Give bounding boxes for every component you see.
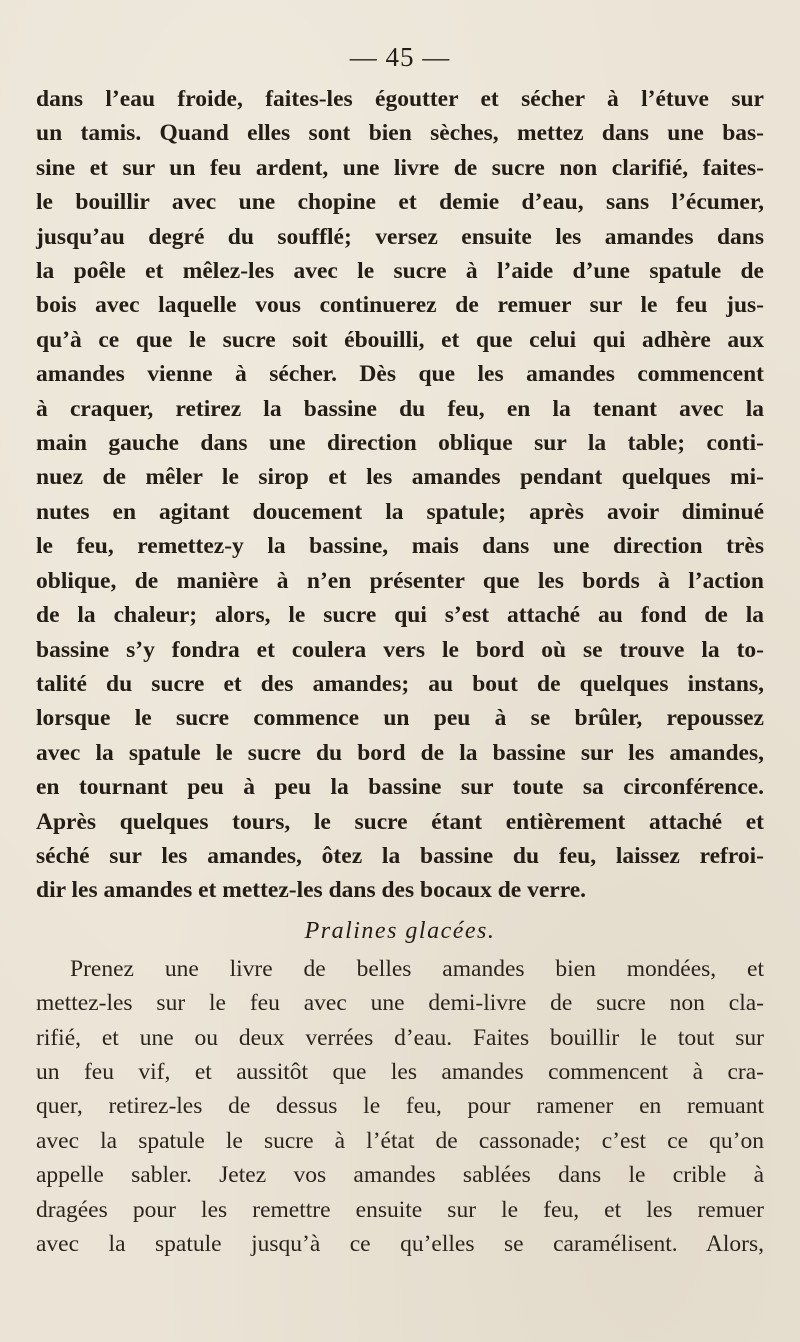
text-line: avec la spatule le sucre à l’état de cassonade; c’est ce qu’on (36, 1127, 764, 1154)
text-line: de la chaleur; alors, le sucre qui s’est attaché au fond de la (36, 602, 764, 629)
paragraph-pralines-glacees (36, 952, 764, 1262)
text-line: dragées pour les remettre ensuite sur le feu, et les remuer (36, 1196, 764, 1223)
text-line: un feu vif, et aussitôt que les amandes commencent à cra- (36, 1058, 764, 1085)
section-heading: Pralines glacées. (304, 917, 496, 944)
text-line: la poêle et mêlez-les avec le sucre à l’aide d’une spatule de (36, 258, 764, 285)
text-line: Prenez une livre de belles amandes bien mondées, et (70, 955, 764, 982)
text-line: avec la spatule jusqu’à ce qu’elles se caramélisent. Alors, (36, 1231, 764, 1257)
text-line: sine et sur un feu ardent, une livre de sucre non clarifié, faites- (36, 154, 764, 181)
text-line: lorsque le sucre commence un peu à se brûler, repoussez (36, 705, 764, 732)
text-line: rifié, et une ou deux verrées d’eau. Faites bouillir le tout sur (36, 1024, 764, 1051)
text-line: nuez de mêler le sirop et les amandes pendant quelques mi- (36, 464, 764, 491)
text-line: dir les amandes et mettez-les dans des bocaux de verre. (36, 877, 587, 904)
text-line: mettez-les sur le feu avec une demi-livre de sucre non cla- (36, 990, 764, 1017)
text-line: qu’à ce que le sucre soit ébouilli, et que celui qui adhère aux (36, 326, 764, 353)
text-line: amandes vienne à sécher. Dès que les amandes commencent (36, 361, 764, 388)
text-line: le bouillir avec une chopine et demie d’eau, sans l’écumer, (36, 189, 764, 216)
text-line: un tamis. Quand elles sont bien sèches, mettez dans une bas- (36, 120, 764, 147)
text-line: à craquer, retirez la bassine du feu, en la tenant avec la (36, 395, 764, 422)
text-line: oblique, de manière à n’en présenter que les bords à l’action (36, 567, 764, 594)
text-line: talité du sucre et des amandes; au bout de quelques instans, (36, 670, 764, 697)
paragraph-praline-method (36, 82, 764, 908)
text-line: main gauche dans une direction oblique sur la table; conti- (36, 430, 764, 457)
text-line: avec la spatule le sucre du bord de la bassine sur les amandes, (36, 739, 764, 766)
text-line: nutes en agitant doucement la spatule; après avoir diminué (36, 498, 764, 525)
text-line: bassine s’y fondra et coulera vers le bord où se trouve la to- (36, 636, 764, 663)
text-line: le feu, remettez-y la bassine, mais dans une direction très (36, 533, 764, 560)
text-line: Après quelques tours, le sucre étant entièrement attaché et (36, 808, 764, 835)
text-line: séché sur les amandes, ôtez la bassine du feu, laissez refroi- (36, 842, 764, 869)
text-line: bois avec laquelle vous continuerez de remuer sur le feu jus- (36, 292, 764, 319)
text-line: appelle sabler. Jetez vos amandes sablées dans le crible à (36, 1162, 764, 1189)
page-number: — 45 — (349, 42, 451, 72)
text-line: en tournant peu à peu la bassine sur toute sa circonférence. (36, 774, 764, 801)
text-line: dans l’eau froide, faites-les égoutter et sécher à l’étuve sur (36, 86, 764, 112)
text-line: quer, retirez-les de dessus le feu, pour ramener en remuant (36, 1093, 764, 1120)
body-text (36, 82, 764, 1261)
text-line: jusqu’au degré du soufflé; versez ensuite les amandes dans (36, 223, 764, 250)
